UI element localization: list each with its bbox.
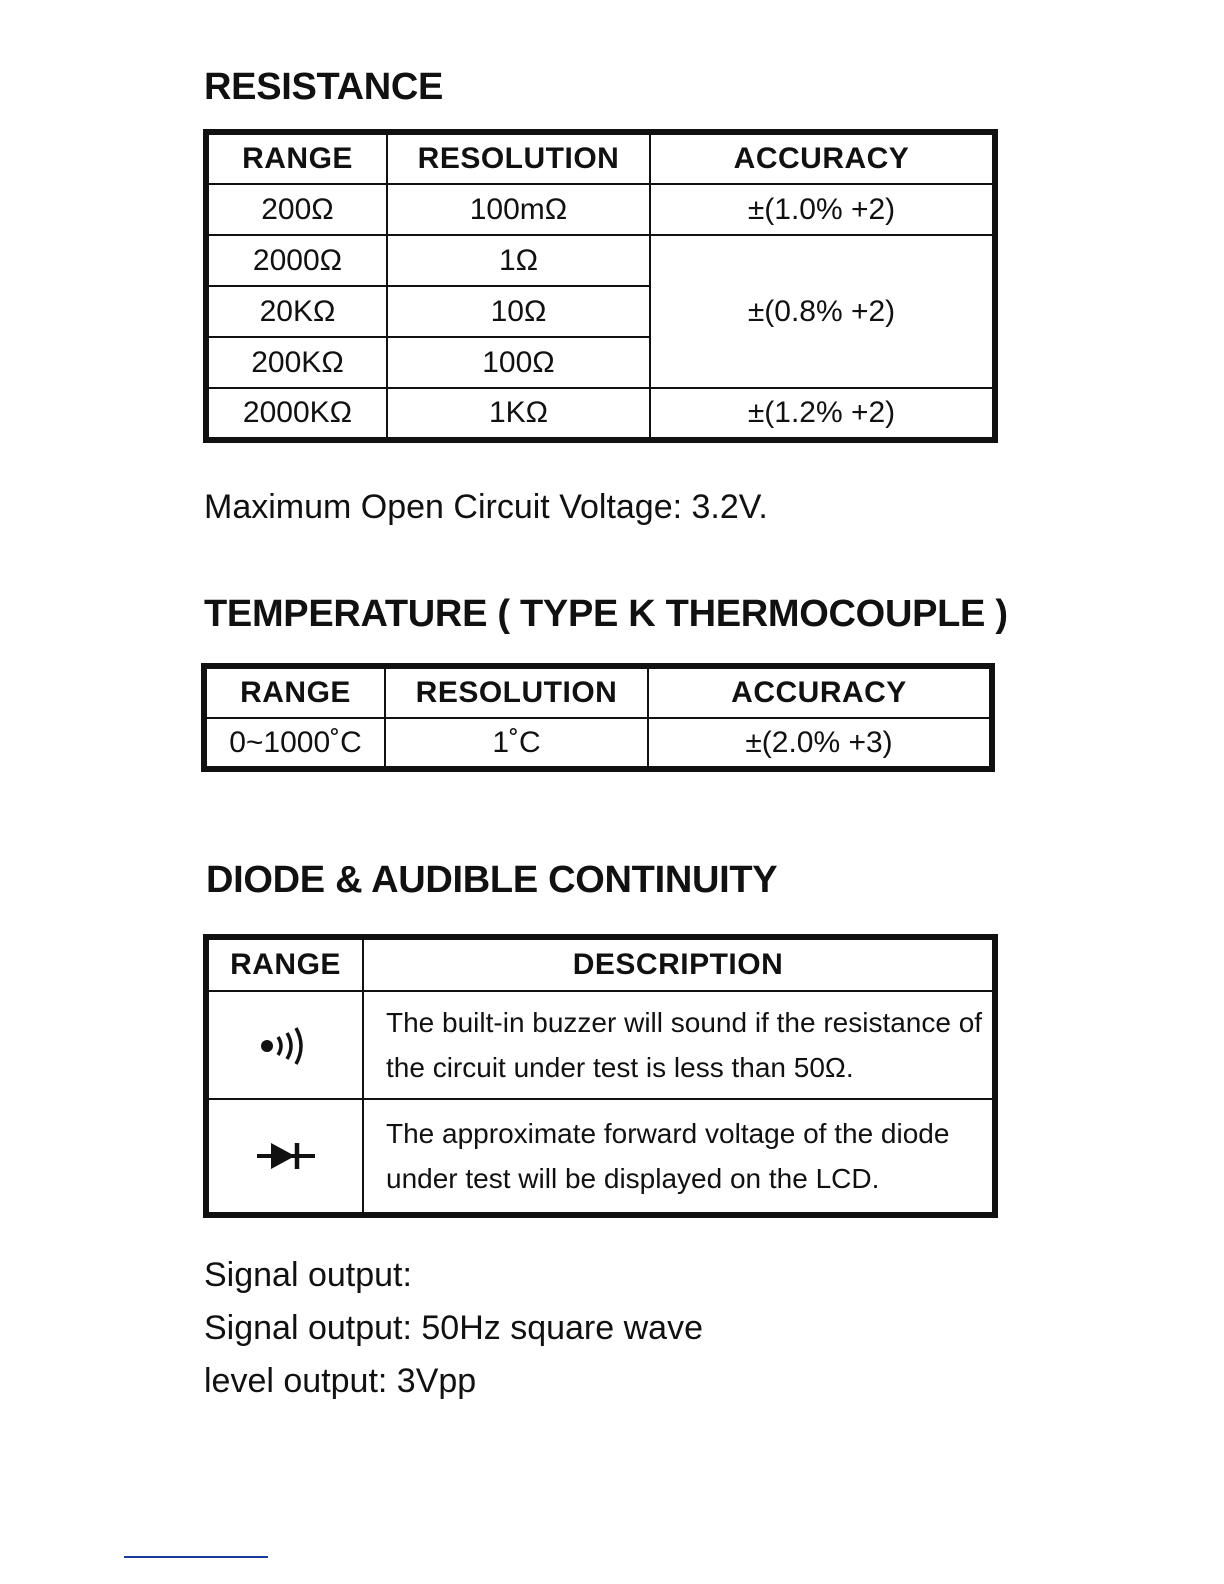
- diode-description: The approximate forward voltage of the diode under test will be displayed on the LCD.: [363, 1099, 995, 1215]
- resolution-cell: 1˚C: [385, 718, 648, 769]
- continuity-buzzer-icon: [256, 1024, 316, 1066]
- accuracy-cell: ±(1.2% +2): [650, 388, 995, 440]
- max-open-circuit-voltage-note: Maximum Open Circuit Voltage: 3.2V.: [204, 488, 768, 526]
- accuracy-cell: ±(1.0% +2): [650, 184, 995, 235]
- resolution-cell: 1KΩ: [387, 388, 650, 440]
- column-header-range: RANGE: [206, 132, 387, 184]
- table-row: [206, 991, 995, 1099]
- range-cell: 200KΩ: [206, 337, 387, 388]
- column-header-resolution: RESOLUTION: [387, 132, 650, 184]
- column-header-accuracy: ACCURACY: [650, 132, 995, 184]
- resolution-cell: 100mΩ: [387, 184, 650, 235]
- footer-rule: [124, 1556, 268, 1558]
- column-header-description: DESCRIPTION: [363, 937, 995, 991]
- diode-continuity-heading: DIODE & AUDIBLE CONTINUITY: [206, 859, 778, 901]
- resolution-cell: 100Ω: [387, 337, 650, 388]
- column-header-range: RANGE: [206, 937, 363, 991]
- table-header-row: [206, 937, 995, 991]
- resistance-table: [203, 129, 998, 443]
- table-row: [206, 184, 995, 235]
- continuity-description: The built-in buzzer will sound if the resistance of the circuit under test is less than 50Ω.: [363, 991, 995, 1099]
- continuity-range-cell: [206, 991, 363, 1099]
- column-header-accuracy: ACCURACY: [648, 666, 992, 718]
- column-header-range: RANGE: [204, 666, 385, 718]
- accuracy-cell: ±(2.0% +3): [648, 718, 992, 769]
- resolution-cell: 10Ω: [387, 286, 650, 337]
- signal-output-wave: Signal output: 50Hz square wave: [204, 1309, 703, 1347]
- resistance-heading: RESISTANCE: [204, 66, 444, 108]
- column-header-resolution: RESOLUTION: [385, 666, 648, 718]
- table-row: [206, 388, 995, 440]
- signal-output-label: Signal output:: [204, 1256, 412, 1294]
- range-cell: 20KΩ: [206, 286, 387, 337]
- range-cell: 200Ω: [206, 184, 387, 235]
- table-row: [206, 235, 995, 286]
- table-row: [204, 718, 992, 769]
- temperature-table: [201, 663, 995, 772]
- table-row: [206, 1099, 995, 1215]
- resolution-cell: 1Ω: [387, 235, 650, 286]
- diode-icon: [255, 1138, 317, 1174]
- range-cell: 0~1000˚C: [204, 718, 385, 769]
- table-header-row: [206, 132, 995, 184]
- temperature-heading: TEMPERATURE ( TYPE K THERMOCOUPLE ): [204, 593, 1008, 635]
- diode-continuity-table: [203, 934, 998, 1218]
- diode-range-cell: [206, 1099, 363, 1215]
- level-output: level output: 3Vpp: [204, 1362, 477, 1400]
- range-cell: 2000KΩ: [206, 388, 387, 440]
- table-header-row: [204, 666, 992, 718]
- range-cell: 2000Ω: [206, 235, 387, 286]
- accuracy-cell: ±(0.8% +2): [650, 235, 995, 388]
